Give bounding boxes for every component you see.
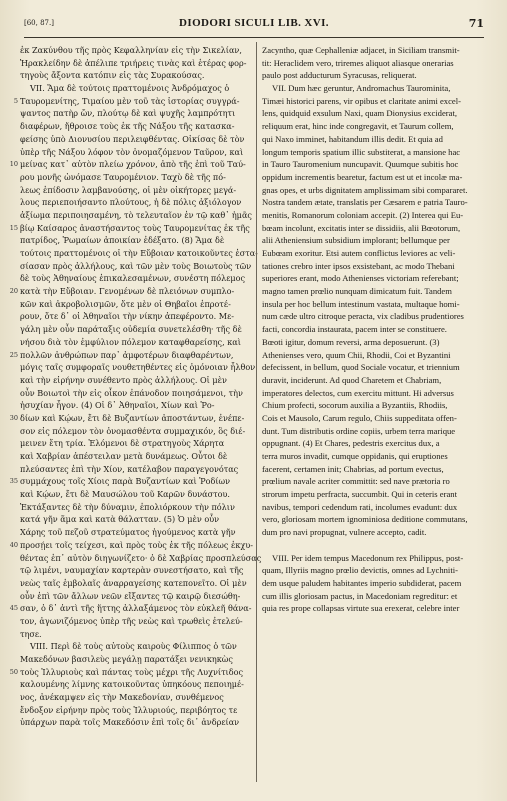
- latin-text-line: [262, 437, 486, 450]
- latin-text-line: [262, 272, 486, 285]
- line-text: δὲ τοὺς Ἀθηναίους ἐπικαλεσαμένων, συνέστη πόλεμος: [20, 273, 246, 284]
- line-text: Ἐκτάξαντες δὲ τὴν δύναμιν, ἐπολιόρκουν τὴν πόλιν: [20, 501, 235, 512]
- greek-text-line: [9, 602, 252, 615]
- latin-text-line: [262, 323, 486, 336]
- greek-text-line: [20, 171, 252, 184]
- line-text: λεως ἐπίδοσιν λαμβανούσης, οἱ μὲν οἰκήτορες μεγά-: [20, 184, 237, 195]
- latin-text-line: [262, 475, 486, 488]
- running-title: DIODORI SICULI LIB. XVI.: [179, 17, 329, 29]
- line-text: Athenienses vero, quum Chii, Rhodii, Coi et Byzantini: [262, 349, 451, 360]
- greek-text-line: [20, 184, 252, 197]
- greek-text-line: [20, 640, 252, 653]
- line-text: dum pro navi propugnat, vulnere accepto, cadit.: [262, 527, 427, 538]
- latin-text-line: [262, 463, 486, 476]
- greek-text-line: [9, 158, 252, 171]
- greek-text-column: [9, 44, 262, 729]
- greek-text-line: [20, 133, 252, 146]
- line-text: νος, ἀνέκαμψεν εἰς τὴν Μακεδονίαν, συνθέμενος: [20, 692, 224, 703]
- latin-text-line: [262, 513, 486, 526]
- line-text: quia res prope collapsas virtute sua erexerat, celebre inter: [262, 603, 460, 614]
- latin-text-line: [262, 310, 486, 323]
- line-text: προσῄει τοῖς τείχεσι, καὶ πρὸς τοὺς ἐκ τῆς πόλεως ἐκχυ-: [20, 539, 253, 550]
- line-text: ἐκ Ζακύνθου τῆς πρὸς Κεφαλληνίαν εἰς τὴν Σικελίαν,: [20, 45, 242, 55]
- line-text: πλεύσαντες ἐπὶ τὴν Χίον, κατέλαβον παραγεγονότας: [20, 463, 239, 474]
- line-text: συμμάχους τοῖς Χίοις παρὰ Βυζαντίων καὶ Ῥοδίων: [20, 476, 231, 487]
- latin-text-line: [262, 425, 486, 438]
- greek-text-line: [20, 450, 252, 463]
- line-text: ἔνδοξον εἰρήνην πρὸς τοὺς Ἰλλυριούς, περιβόητος τε: [20, 704, 238, 715]
- greek-text-line: [20, 374, 252, 387]
- line-text: strorum impetu perfracta, succumbit. Qui in ceteris erant: [262, 489, 457, 500]
- line-text: σαν, ὁ δ᾽ ἀντὶ τῆς ἥττης ἀλλαξάμενος τὸν εὐκλεῆ θάνα-: [20, 603, 252, 614]
- greek-text-line: [20, 298, 252, 311]
- line-text: dunt. Tum distributis ordine copiis, urbem terra marique: [262, 425, 456, 436]
- greek-text-line: [20, 399, 252, 412]
- greek-text-line: [20, 615, 252, 628]
- latin-text-line: [262, 412, 486, 425]
- greek-text-line: [20, 678, 252, 691]
- greek-text-line: [9, 285, 252, 298]
- line-text: prœlium navale acriter committit: sed nave prætoria ro: [262, 476, 450, 487]
- line-text: πολλῶν ἀνθρώπων παρ᾽ ἀμφοτέρων διαφθαρέντων,: [20, 349, 234, 360]
- line-text: oppidum incrementis bearetur, factum est ut et incolæ ma-: [262, 171, 463, 182]
- line-text: VIII. Per idem tempus Macedonum rex Philippus, post-: [272, 552, 464, 563]
- line-number: 15: [9, 223, 18, 232]
- line-text: βίῳ Καίσαρος ἀναστήσαντος τοὺς Ταυρομενίτας ἐκ τῆς: [20, 222, 250, 233]
- latin-text-line: [262, 247, 486, 260]
- latin-text-column: [262, 44, 486, 615]
- line-text: quam, Illyriis magno prœlio devictis, omnes ad Lychniti-: [262, 565, 458, 576]
- line-text: μόγις ταῖς συμφοραῖς νουθετηθέντες εἰς ὁμόνοιαν ἦλθον: [20, 362, 256, 373]
- line-number: 30: [9, 413, 18, 422]
- latin-text-line: [262, 146, 486, 159]
- line-text: τησε.: [20, 628, 42, 639]
- greek-text-line: [20, 209, 252, 222]
- line-text: Χάρης τοῦ πεζοῦ στρατεύματος ἡγούμενος κατὰ γῆν: [20, 527, 236, 538]
- latin-text-line: [262, 539, 486, 552]
- line-text: ὑπὲρ τῆς Νάξου λόφον τὸν ὀνομαζόμενον Ταῦρον, καὶ: [20, 146, 244, 157]
- latin-text-line: [262, 133, 486, 146]
- greek-text-line: [20, 146, 252, 159]
- line-text: καὶ τὴν εἰρήνην συνέθεντο πρὸς ἀλλήλους. Οἱ μὲν: [20, 374, 227, 385]
- line-text: διαφέρων, ἤθροισε τοὺς ἐκ τῆς Νάξου τῆς κατασκα-: [20, 121, 235, 132]
- line-text: κατά γῆν ἅμα καὶ κατὰ θάλατταν. (5) Ὁ μὲν οὖν: [20, 514, 220, 525]
- line-text: τοὺς Ἰλλυριοὺς καὶ πάντας τοὺς μέχρι τῆς Λυχνίτιδος: [20, 666, 243, 677]
- line-text: μείνας κατ᾽ αὐτὸν πλείω χρόνον, ἀπὸ τῆς ἐπὶ τοῦ Ταύ-: [20, 159, 246, 170]
- line-text: ρου μονῆς ὠνόμασε Ταυρομένιον. Ταχὺ δὲ τῆς πό-: [20, 171, 226, 182]
- greek-text-line: [20, 272, 252, 285]
- line-text: Timæi historici parens, vir opibus et claritate animi excel-: [262, 95, 461, 106]
- line-text: δίων καὶ Κῴων, ἔτι δὲ Βυζαντίων ἀποστάντων, ἐνέπε-: [20, 412, 245, 423]
- latin-text-line: [262, 260, 486, 273]
- line-text: cum illis gloriosam pactus, in Macedoniam regreditur: et: [262, 590, 458, 601]
- line-text: longum temporis spatium illic substiterat, a mansione hac: [262, 146, 461, 157]
- line-text: κατὰ τὴν Εὔβοιαν. Γενομένων δὲ πλειόνων συμπλο-: [20, 286, 235, 297]
- line-text: γάλη μὲν οὖν παράταξις οὐδεμία συνετελέσθη· τῆς δὲ: [20, 324, 242, 335]
- page-number: 71: [468, 17, 484, 30]
- line-number: 10: [9, 160, 18, 169]
- line-text: imperatores delectos, cum exercitu mittunt. Hi adversus: [262, 387, 454, 398]
- greek-text-line: [20, 628, 252, 641]
- line-text: ἀξίωμα περιποιησαμένη, τὸ τελευταῖον ἐν τῷ καθ᾽ ἡμᾶς: [20, 209, 252, 220]
- greek-text-line: [20, 260, 252, 273]
- latin-text-line: [262, 336, 486, 349]
- greek-text-line: [20, 501, 252, 514]
- column-divider: [256, 42, 257, 782]
- line-text: superiores erant, modo Athenienses victoriam referebant;: [262, 273, 459, 284]
- greek-text-line: [20, 437, 252, 450]
- latin-text-line: [262, 82, 486, 95]
- greek-text-line: [20, 361, 256, 374]
- line-text: ρουν, ὅτε δ᾽ οἱ Ἀθηναῖοι τὴν νίκην ἀπεφέροντο. Με-: [20, 311, 235, 322]
- line-text: tit: Heraclidem vero, triremes aliquot aliasque onerarias: [262, 57, 454, 68]
- line-text: in Tauro Tauromenium nuncupavit. Quumque subitis hoc: [262, 159, 459, 170]
- line-text: φείσης ὑπὸ Διονυσίου περιλειφθέντας. Οἰκίσας δὲ τὸν: [20, 133, 245, 144]
- line-text: navibus, tempori cedendum rati, incolumes evadunt: dux: [262, 501, 458, 512]
- latin-text-line: [262, 488, 486, 501]
- greek-text-line: [9, 412, 252, 425]
- line-text: VIII. Περὶ δὲ τοὺς αὐτοὺς καιροὺς Φίλιππος ὁ τῶν: [30, 641, 237, 652]
- line-number: 25: [9, 350, 18, 359]
- greek-text-line: [9, 539, 253, 552]
- latin-text-line: [262, 349, 486, 362]
- greek-text-line: [20, 120, 252, 133]
- line-text: καὶ Κῴων, ἔτι δὲ Μαυσώλου τοῦ Καρῶν δυνάστου.: [20, 489, 230, 500]
- greek-text-line: [20, 488, 252, 501]
- greek-text-line: [20, 234, 252, 247]
- latin-text-line: [262, 44, 486, 57]
- greek-text-line: [20, 44, 252, 57]
- line-text: σον εἰς πόλεμον τὸν ὀνομασθέντα συμμαχικόν, ὃς διέ-: [20, 425, 246, 436]
- line-text: πατρίδος, Ῥωμαίων ἀποικίαν ἐδέξατο. (8) Ἅμα δὲ: [20, 235, 225, 246]
- greek-text-line: [13, 95, 252, 108]
- greek-text-line: [20, 653, 252, 666]
- line-text: Eubœam exoritur. Etsi autem conflictus leviores ac veli-: [262, 248, 456, 258]
- greek-text-line: [20, 552, 262, 565]
- latin-text-line: [262, 285, 486, 298]
- line-text: οὖν ἐπὶ τῶν ἄλλων νεῶν εἴξαντες τῷ καιρῷ διεσώθη-: [20, 590, 241, 601]
- greek-text-line: [20, 564, 252, 577]
- line-text: VII. Dum hæc geruntur, Andromachus Taurominita,: [272, 83, 451, 94]
- line-text: τῷ λιμένι, ναυμαχίαν καρτερὰν συνεστήσατο, καὶ τῆς: [20, 565, 244, 576]
- greek-text-line: [20, 425, 252, 438]
- greek-text-line: [20, 590, 252, 603]
- greek-text-line: [20, 691, 252, 704]
- latin-text-line: [262, 387, 486, 400]
- latin-text-line: [262, 501, 486, 514]
- latin-text-line: [262, 158, 486, 171]
- line-text: oppugnant. (4) Et Chares, pedestris exercitus dux, a: [262, 438, 440, 449]
- line-text: Ταυρομενίτης, Τιμαίου μὲν τοῦ τὰς ἱστορίας συγγρά-: [20, 95, 240, 106]
- latin-text-line: [262, 552, 486, 565]
- greek-text-line: [20, 577, 252, 590]
- line-text: vero, gloriosam mortem ignominiosa deditione commutans,: [262, 514, 468, 525]
- greek-text-line: [20, 57, 252, 70]
- latin-text-line: [262, 450, 486, 463]
- greek-text-line: [20, 526, 252, 539]
- line-text: VII. Ἅμα δὲ τούτοις πραττομένοις Ἀνδρόμαχος ὁ: [30, 83, 230, 94]
- line-text: σίασαν πρὸς ἀλλήλους, καὶ τῶν μὲν τοὺς Βοιωτοὺς τῶν: [20, 260, 252, 271]
- line-number: 20: [9, 287, 18, 296]
- line-text: lens, quidquid exsulum Naxi, quam Dionysius exciderat,: [262, 108, 458, 119]
- greek-text-line: [20, 336, 252, 349]
- line-text: Chium profecti, socorum auxilia a Byzantiis, Rhodiis,: [262, 400, 448, 411]
- line-text: terra muros invadit, cumque oppidanis, qui eruptiones: [262, 451, 448, 461]
- line-text: gnas opes, et urbs dignitatem amplissimam sibi compararet.: [262, 184, 468, 195]
- latin-text-line: [262, 171, 486, 184]
- greek-text-line: [9, 475, 252, 488]
- line-text: magno tamen prœlio nunquam dimicatum fuit. Tandem: [262, 286, 452, 297]
- greek-text-line: [20, 82, 252, 95]
- greek-text-line: [9, 349, 252, 362]
- latin-text-line: [262, 107, 486, 120]
- line-text: τούτοις πραττομένοις οἱ τὴν Εὔβοιαν κατοικοῦντες ἐστα-: [20, 248, 258, 258]
- line-number: 5: [13, 96, 18, 105]
- line-text: κῶν καὶ ἀκροβολισμῶν, ὅτε μὲν οἱ Θηβαῖοι ἐπροτέ-: [20, 298, 231, 309]
- line-text: insula per hoc bellum intestinum vastata, multaque homi-: [262, 298, 460, 309]
- line-text: dem usque paludem habitantes imperio subdiderat, pacem: [262, 577, 462, 588]
- line-text: λους περιεποιήσαντο πλούτους, ἡ δὲ πόλις ἀξιόλογον: [20, 197, 242, 208]
- line-text: Nostra tandem ætate, translatis per Cæsarem e patria Tauro-: [262, 197, 468, 208]
- line-text: μεινεν ἔτη τρία. Ἑλόμενοι δὲ στρατηγοὺς Χάρητα: [20, 438, 225, 449]
- line-text: bœam incolunt, excitatis inter se dissidiis, alii Bœotorum,: [262, 222, 461, 233]
- line-text: τηγοὺς ἄξοντα κατόπιν εἰς τὰς Συρακούσας.: [20, 70, 205, 81]
- greek-text-line: [20, 196, 252, 209]
- greek-text-line: [20, 463, 252, 476]
- greek-text-line: [20, 247, 258, 260]
- line-text: τον, ἀγωνιζόμενος ὑπὲρ τῆς νεὼς καὶ τρωθεὶς ἐτελεύ-: [20, 615, 243, 626]
- greek-text-line: [20, 513, 252, 526]
- latin-text-line: [262, 602, 486, 615]
- greek-text-line: [20, 107, 252, 120]
- latin-text-line: [262, 196, 486, 209]
- greek-text-line: [20, 704, 252, 717]
- latin-text-line: [262, 374, 486, 387]
- line-text: defecissent, in bellum, quod Sociale vocatur, et triennium: [262, 362, 460, 373]
- latin-text-line: [262, 577, 486, 590]
- line-text: menitis, Romanorum coloniam accepit. (2) Interea qui Eu-: [262, 209, 464, 220]
- latin-text-line: [262, 298, 486, 311]
- latin-text-line: [262, 526, 486, 539]
- line-text: ὑπάρχων παρὰ τοῖς Μακεδόσιν ἐπὶ τοῖς δι᾽ ἀνδρείαν: [20, 717, 240, 728]
- line-text: καὶ Χαβρίαν ἀπέστειλαν μετὰ δυνάμεως. Οὗτοι δὲ: [20, 451, 228, 461]
- latin-text-line: [262, 184, 486, 197]
- line-text: θέντας ἐπ᾽ αὐτὸν διηγωνίζετο· ὁ δὲ Χαβρίας προσπλεύσας: [20, 552, 262, 563]
- line-number: 45: [9, 604, 18, 613]
- line-text: tationes crebro inter ipsos exsistebant, ac modo Thebani: [262, 260, 455, 271]
- line-text: νήσου διὰ τὸν ἐμφύλιον πόλεμον καταφθαρείσης, καὶ: [20, 336, 241, 347]
- latin-text-line: [262, 57, 486, 70]
- greek-text-line: [20, 387, 252, 400]
- latin-text-line: [262, 209, 486, 222]
- latin-text-line: [262, 120, 486, 133]
- line-text: ἡσυχίαν ἦγον. (4) Οἱ δ᾽ Ἀθηναῖοι, Χίων καὶ Ῥο-: [20, 400, 215, 411]
- page-header: [24, 17, 484, 33]
- latin-text-line: [262, 399, 486, 412]
- greek-text-line: [20, 69, 252, 82]
- line-text: num cæde ultro citroque peracta, vix cladibus prudentiores: [262, 311, 464, 322]
- line-text: duravit, inciderunt. Ad quod Charetem et Chabriam,: [262, 374, 442, 385]
- latin-text-line: [262, 234, 486, 247]
- line-number: 40: [9, 540, 18, 549]
- line-text: οὖν Βοιωτοὶ τὴν εἰς οἶκον ἐπάνοδον ποιησάμενοι, τὴν: [20, 387, 243, 398]
- line-text: qui Naxo imminet, habitandum illis dedit. Et quia ad: [262, 133, 443, 144]
- greek-text-line: [9, 222, 252, 235]
- greek-text-line: [20, 716, 252, 729]
- greek-text-line: [20, 310, 252, 323]
- line-text: καλουμένης λίμνης κατοικοῦντας ὑπηκόους πεποιημέ-: [20, 679, 244, 690]
- latin-text-line: [262, 222, 486, 235]
- section-reference: [60, 87.]: [24, 19, 54, 27]
- line-number: 50: [9, 667, 18, 676]
- line-text: facerent, certamen init; Chabrias, ad portum evectus,: [262, 463, 444, 474]
- latin-text-line: [262, 564, 486, 577]
- line-text: paulo post adducturum Syracusas, reliquerat.: [262, 70, 417, 81]
- line-text: Μακεδόνων βασιλεὺς μεγάλῃ παρατάξει νενικηκὼς: [20, 654, 233, 664]
- line-text: Bœoti igitur, domum reversi, arma deposuerunt. (3): [262, 336, 440, 347]
- latin-text-line: [262, 590, 486, 603]
- line-text: Ἡρακλείδην δὲ ἀπέλιπε τριήρεις τινὰς καὶ ἑτέρας φορ-: [20, 57, 247, 68]
- header-rule: [24, 37, 484, 38]
- greek-text-line: [9, 666, 252, 679]
- line-text: Cois et Mausolo, Carum regulo, Chiis suppeditata offen-: [262, 412, 457, 423]
- line-text: Zacyntho, quæ Cephalleniæ adjacet, in Siciliam transmit-: [262, 45, 460, 55]
- line-text: facti, concordia instaurata, pacem inter se constituere.: [262, 324, 447, 335]
- latin-text-line: [262, 95, 486, 108]
- greek-text-line: [20, 323, 252, 336]
- line-text: alii Atheniensium subsidium implorant; bellumque per: [262, 235, 450, 246]
- latin-text-line: [262, 361, 486, 374]
- line-text: ψαντος πατὴρ ὤν, πλούτῳ δὲ καὶ ψυχῆς λαμπρότητι: [20, 108, 236, 119]
- line-text: reliquum erat, hinc inde congregavit, et Taurum collem,: [262, 121, 454, 132]
- line-number: 35: [9, 477, 18, 486]
- latin-text-line: [262, 69, 486, 82]
- line-text: νεὼς ταῖς ἐμβολαῖς ἀναρραγείσης κατεπονεῖτο. Οἱ μὲν: [20, 577, 247, 588]
